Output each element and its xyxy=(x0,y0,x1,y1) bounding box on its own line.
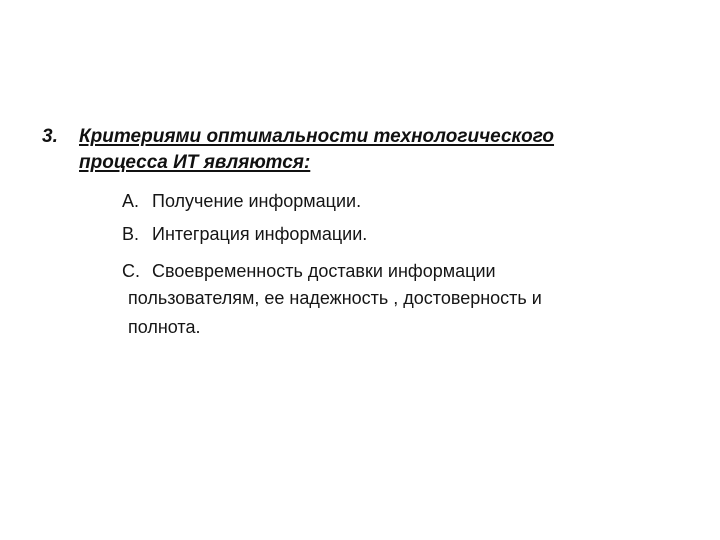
answer-c-text-line-1: Своевременность доставки информации xyxy=(152,261,496,281)
answer-c-text-line-2: пользователям, ее надежность , достоверность и xyxy=(128,288,542,308)
answer-c-text-line-3: полнота. xyxy=(128,317,201,337)
answer-b xyxy=(122,221,367,248)
question-line-2: процесса ИТ являются: xyxy=(79,152,311,173)
answer-a-letter: A. xyxy=(122,191,140,211)
answer-c-letter: C. xyxy=(122,261,140,281)
question-number: 3. xyxy=(42,126,58,147)
answer-a xyxy=(122,188,361,215)
answer-b-letter: B. xyxy=(122,224,140,244)
answer-b-text: Интеграция информации. xyxy=(152,224,368,244)
question-line-1: Критериями оптимальности технологического xyxy=(79,126,555,147)
answer-c xyxy=(122,258,496,285)
answer-a-text: Получение информации. xyxy=(152,191,362,211)
question-text xyxy=(79,124,639,176)
